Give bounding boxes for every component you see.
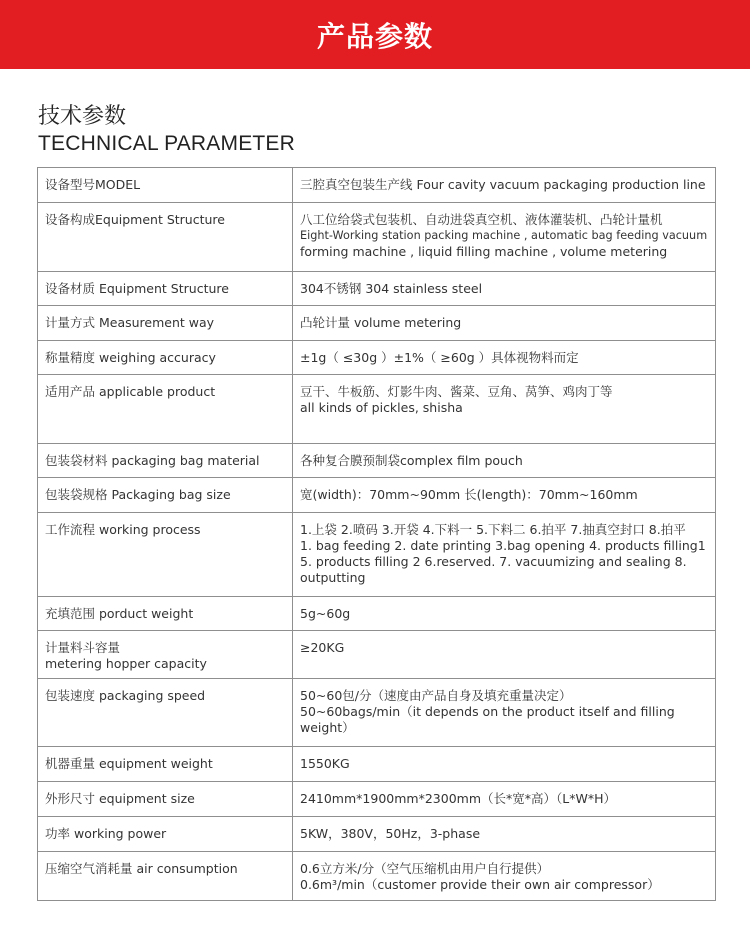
- parameter-value: 5KW，380V，50Hz，3-phase: [300, 826, 481, 841]
- parameter-name: 工作流程 working process: [45, 522, 201, 537]
- parameter-name-cell: [38, 679, 293, 747]
- heading-chinese: 技术参数: [38, 104, 127, 129]
- banner-title: 产品参数: [316, 19, 433, 53]
- parameter-name: 包装速度 packaging speed: [45, 688, 206, 703]
- parameter-name-cell: [38, 852, 293, 901]
- parameter-name-cell: [38, 597, 293, 631]
- parameter-value: 50~60bags/min（it depends on the product itself and filling: [300, 704, 675, 719]
- parameter-value-cell: [293, 597, 716, 631]
- parameter-table: [37, 167, 716, 901]
- parameter-value: forming machine , liquid filling machine , volume metering: [300, 244, 668, 259]
- parameter-name: 设备材质 Equipment Structure: [45, 281, 229, 296]
- parameter-value: 5. products filling 2 6.reserved. 7. vacuumizing and sealing 8.: [300, 554, 687, 569]
- table-row: [38, 341, 716, 375]
- parameter-name: metering hopper capacity: [45, 656, 207, 671]
- table-row: [38, 375, 716, 444]
- parameter-value: 5g~60g: [300, 606, 351, 621]
- parameter-value-cell: [293, 817, 716, 852]
- parameter-value-cell: [293, 375, 716, 444]
- parameter-name: 包装袋规格 Packaging bag size: [45, 487, 231, 502]
- parameter-value: 2410mm*1900mm*2300mm（长*宽*高）（L*W*H）: [300, 791, 616, 806]
- parameter-value: 凸轮计量 volume metering: [300, 315, 462, 330]
- parameter-name-cell: [38, 306, 293, 341]
- parameter-value: 0.6立方米/分（空气压缩机由用户自行提供）: [300, 861, 550, 876]
- table-row: [38, 747, 716, 782]
- parameter-value-cell: [293, 444, 716, 478]
- parameter-name-cell: [38, 341, 293, 375]
- parameter-value-cell: [293, 478, 716, 513]
- parameter-value-cell: [293, 631, 716, 679]
- parameter-name-cell: [38, 631, 293, 679]
- parameter-value-cell: [293, 306, 716, 341]
- parameter-name-cell: [38, 168, 293, 203]
- parameter-name: 计量料斗容量: [45, 640, 121, 655]
- parameter-value: 304不锈钢 304 stainless steel: [300, 281, 483, 296]
- table-row: [38, 168, 716, 203]
- parameter-value-cell: [293, 272, 716, 306]
- parameter-name-cell: [38, 513, 293, 597]
- parameter-name: 压缩空气消耗量 air consumption: [45, 861, 238, 876]
- parameter-name: 称量精度 weighing accuracy: [45, 350, 216, 365]
- parameter-value: weight）: [300, 720, 355, 735]
- parameter-name-cell: [38, 782, 293, 817]
- parameter-value-cell: [293, 203, 716, 272]
- table-row: [38, 513, 716, 597]
- table-row: [38, 631, 716, 679]
- table-row: [38, 272, 716, 306]
- parameter-value-cell: [293, 852, 716, 901]
- parameter-value: 1. bag feeding 2. date printing 3.bag opening 4. products filling1: [300, 538, 706, 553]
- parameter-value: 0.6m³/min（customer provide their own air compressor）: [300, 877, 660, 892]
- parameter-name: 功率 working power: [45, 826, 167, 841]
- parameter-value: 八工位给袋式包装机、自动进袋真空机、液体灌装机、凸轮计量机: [300, 212, 663, 227]
- table-row: [38, 782, 716, 817]
- parameter-value: outputting: [300, 570, 366, 585]
- parameter-name: 机器重量 equipment weight: [45, 756, 213, 771]
- parameter-value-cell: [293, 782, 716, 817]
- parameter-value: 各种复合膜预制袋complex film pouch: [300, 453, 523, 468]
- parameter-value-cell: [293, 168, 716, 203]
- parameter-name: 充填范围 porduct weight: [45, 606, 194, 621]
- parameter-value-cell: [293, 341, 716, 375]
- parameter-name: 计量方式 Measurement way: [45, 315, 215, 330]
- parameter-value: 三腔真空包装生产线 Four cavity vacuum packaging production line: [300, 177, 706, 192]
- parameter-name-cell: [38, 203, 293, 272]
- section-heading: [38, 104, 295, 157]
- parameter-name-cell: [38, 375, 293, 444]
- heading-english: TECHNICAL PARAMETER: [38, 132, 295, 155]
- parameter-name: 外形尺寸 equipment size: [45, 791, 195, 806]
- parameter-name-cell: [38, 444, 293, 478]
- parameter-value: ≥20KG: [300, 640, 345, 655]
- table-row: [38, 852, 716, 901]
- table-row: [38, 817, 716, 852]
- parameter-value: 50~60包/分（速度由产品自身及填充重量决定）: [300, 688, 572, 703]
- parameter-name: 适用产品 applicable product: [45, 384, 216, 399]
- table-row: [38, 679, 716, 747]
- parameter-value: 1550KG: [300, 756, 350, 771]
- parameter-name-cell: [38, 272, 293, 306]
- parameter-name: 包装袋材料 packaging bag material: [45, 453, 260, 468]
- parameter-value: 豆干、牛板筋、灯影牛肉、酱菜、豆角、莴笋、鸡肉丁等: [300, 384, 613, 399]
- parameter-value: 宽(width)：70mm~90mm 长(length)：70mm~160mm: [300, 487, 638, 502]
- parameter-value: Eight-Working station packing machine , automatic bag feeding vacuum: [300, 229, 708, 242]
- parameter-name: 设备型号MODEL: [45, 177, 141, 192]
- table-row: [38, 306, 716, 341]
- table-row: [38, 444, 716, 478]
- parameter-name-cell: [38, 747, 293, 782]
- parameter-value: 1.上袋 2.喷码 3.开袋 4.下料一 5.下料二 6.拍平 7.抽真空封口 8.拍平: [300, 522, 686, 537]
- parameter-name-cell: [38, 817, 293, 852]
- parameter-value-cell: [293, 513, 716, 597]
- parameter-name: 设备构成Equipment Structure: [45, 212, 225, 227]
- header-banner: [0, 0, 750, 69]
- parameter-value-cell: [293, 679, 716, 747]
- table-row: [38, 478, 716, 513]
- table-row: [38, 597, 716, 631]
- table-row: [38, 203, 716, 272]
- parameter-name-cell: [38, 478, 293, 513]
- parameter-value: ±1g（ ≤30g ）±1%（ ≥60g ）具体视物料而定: [300, 350, 579, 365]
- parameter-value: all kinds of pickles, shisha: [300, 400, 463, 415]
- parameter-value-cell: [293, 747, 716, 782]
